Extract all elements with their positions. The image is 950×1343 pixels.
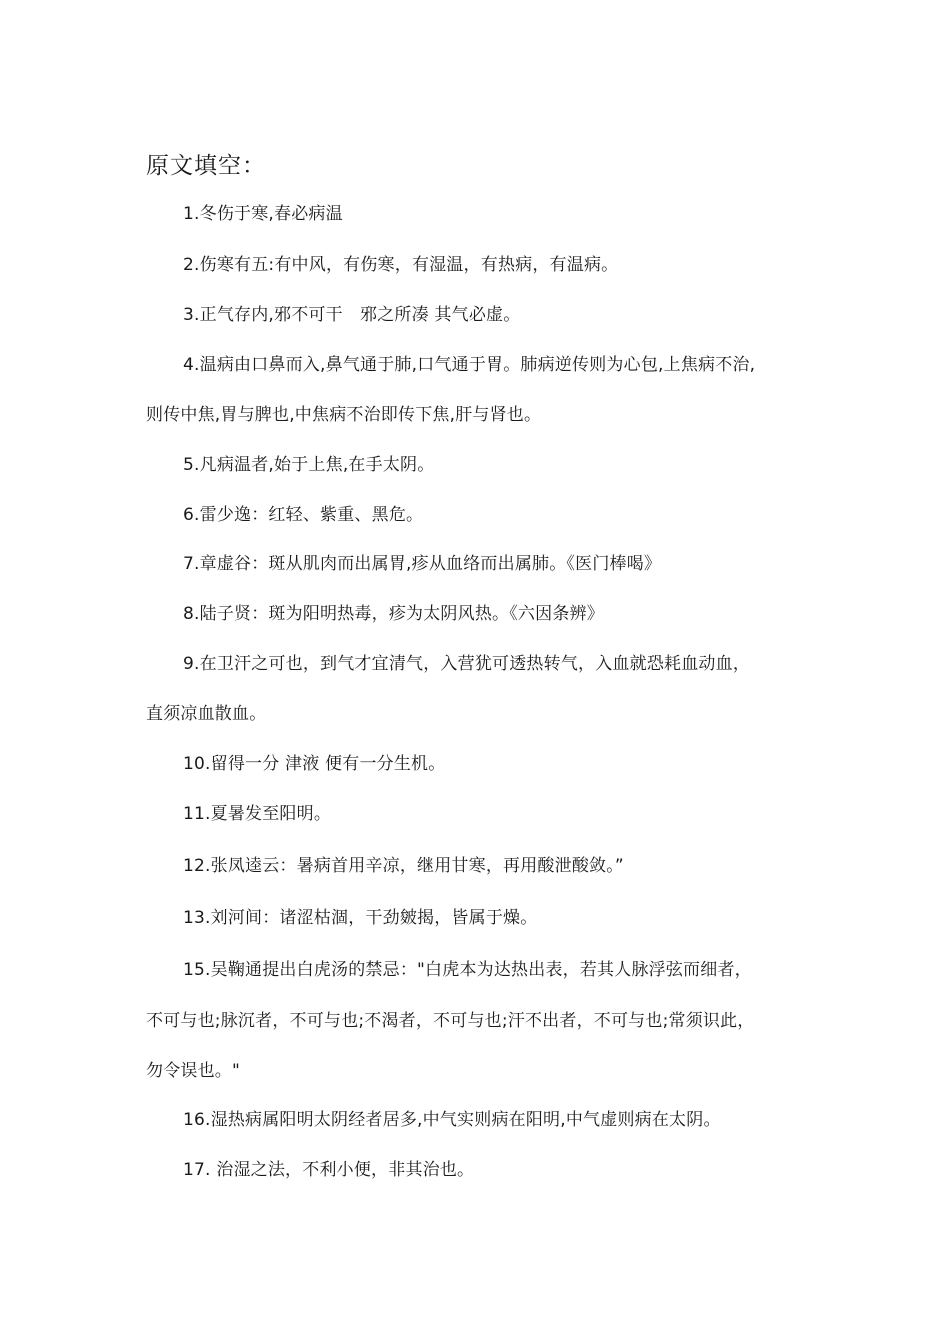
text-line: 5.凡病温者,始于上焦,在手太阴。	[183, 455, 435, 475]
text-line: 1.冬伤于寒,春必病温	[183, 204, 343, 224]
text-line: 则传中焦,胃与脾也,中焦病不治即传下焦,肝与肾也。	[146, 405, 542, 425]
text-line: 12.张凤逵云：暑病首用辛凉，继用甘寒，再用酸泄酸敛。”	[183, 856, 624, 876]
text-line: 10.留得一分 津液 便有一分生机。	[183, 754, 446, 774]
text-line: 17. 治湿之法，不利小便，非其治也。	[183, 1160, 475, 1180]
text-line: 7.章虚谷：斑从肌肉而出属胃,疹从血络而出属肺。《医门棒喝》	[183, 554, 662, 574]
text-line: 6.雷少逸：红轻、紫重、黑危。	[183, 505, 424, 525]
text-line: 3.正气存内,邪不可干 邪之所凑 其气必虚。	[183, 305, 521, 325]
page-title: 原文填空：	[146, 153, 266, 179]
text-line: 4.温病由口鼻而入,鼻气通于肺,口气通于胃。肺病逆传则为心包,上焦病不治,	[183, 355, 756, 375]
text-line: 15.吴鞠通提出白虎汤的禁忌："白虎本为达热出表，若其人脉浮弦而细者，	[183, 960, 752, 980]
text-line: 16.湿热病属阳明太阴经者居多,中气实则病在阳明,中气虚则病在太阴。	[183, 1110, 721, 1130]
text-line: 直须凉血散血。	[146, 704, 267, 724]
text-line: 11.夏暑发至阳明。	[183, 804, 332, 824]
text-line: 9.在卫汗之可也，到气才宜清气，入营犹可透热转气，入血就恐耗血动血，	[183, 654, 751, 674]
text-line: 13.刘河间：诸涩枯涸，干劲皴揭，皆属于燥。	[183, 908, 538, 928]
text-line: 8.陆子贤：斑为阳明热毒，疹为太阴风热。《六因条辨》	[183, 604, 604, 624]
text-line: 2.伤寒有五:有中风，有伤寒，有湿温，有热病，有温病。	[183, 255, 619, 275]
text-line: 勿令误也。"	[146, 1061, 241, 1081]
text-line: 不可与也;脉沉者，不可与也;不渴者，不可与也;汗不出者，不可与也;常须识此，	[146, 1011, 755, 1031]
